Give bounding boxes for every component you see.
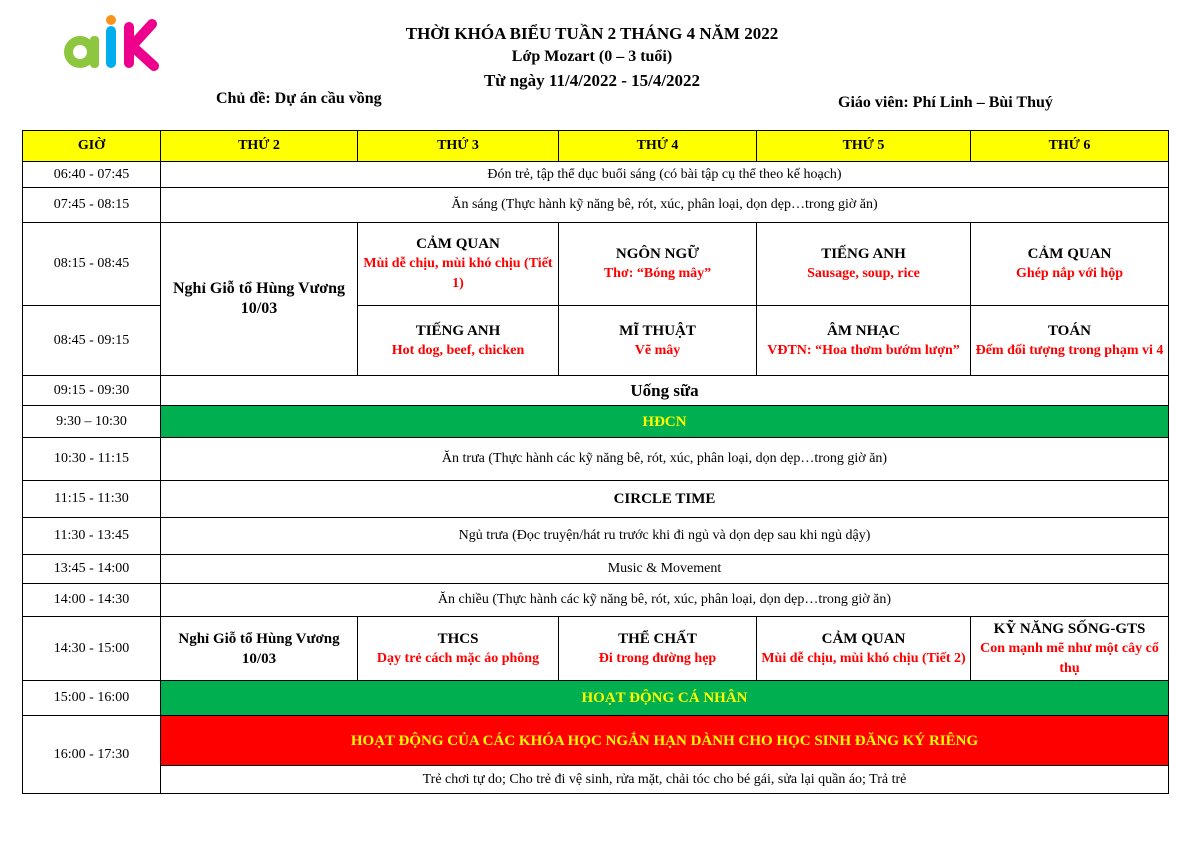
activity-cell: CIRCLE TIME <box>161 481 1169 518</box>
table-row <box>23 438 1169 481</box>
lesson-detail: Đếm đối tượng trong phạm vi 4 <box>975 342 1164 358</box>
page-title: THỜI KHÓA BIỂU TUẦN 2 THÁNG 4 NĂM 2022 <box>405 24 779 43</box>
lesson-detail: Vẽ mây <box>634 342 681 358</box>
table-row <box>23 223 1169 306</box>
lesson-subject: CẢM QUAN <box>821 630 906 647</box>
lesson-cell <box>971 223 1169 306</box>
table-row <box>23 162 1169 188</box>
lesson-subject: TOÁN <box>1047 322 1092 339</box>
time-cell: 06:40 - 07:45 <box>23 162 161 188</box>
col-header-wed: THỨ 4 <box>559 131 757 162</box>
lesson-detail: Mùi dễ chịu, mùi khó chịu (Tiết 2) <box>761 650 966 666</box>
activity-cell: Ăn sáng (Thực hành kỹ năng bê, rót, xúc, phân loại, dọn dẹp…trong giờ ăn) <box>161 188 1169 223</box>
table-row <box>23 584 1169 617</box>
lesson-cell <box>358 617 559 681</box>
time-cell: 14:00 - 14:30 <box>23 584 161 617</box>
time-cell: 09:15 - 09:30 <box>23 376 161 406</box>
date-range: Từ ngày 11/4/2022 - 15/4/2022 <box>483 71 701 90</box>
lesson-cell <box>757 306 971 376</box>
lesson-subject: CẢM QUAN <box>1027 246 1112 262</box>
activity-cell: Music & Movement <box>161 555 1169 584</box>
table-row <box>23 406 1169 438</box>
col-header-tue: THỨ 3 <box>358 131 559 162</box>
lesson-detail: Con mạnh mẽ như một cây cổ thụ <box>980 640 1159 676</box>
table-row <box>23 617 1169 681</box>
holiday-cell: Nghỉ Giỗ tổ Hùng Vương 10/03 <box>161 617 358 681</box>
lesson-subject: MĨ THUẬT <box>619 322 696 339</box>
lesson-cell <box>559 306 757 376</box>
lesson-cell <box>358 223 559 306</box>
activity-cell: Ăn trưa (Thực hành các kỹ năng bê, rót, xúc, phân loại, dọn dẹp…trong giờ ăn) <box>161 438 1169 481</box>
activity-cell: Uống sữa <box>161 376 1169 406</box>
lesson-subject: ÂM NHẠC <box>827 322 900 339</box>
activity-cell: Ngủ trưa (Đọc truyện/hát ru trước khi đi ngủ và dọn dẹp sau khi ngủ dậy) <box>161 518 1169 555</box>
lesson-cell <box>358 306 559 376</box>
topic-label: Chủ đề: Dự án cầu vồng <box>216 90 382 107</box>
table-row <box>23 188 1169 223</box>
table-row <box>23 376 1169 406</box>
time-cell: 13:45 - 14:00 <box>23 555 161 584</box>
table-header-row <box>23 131 1169 162</box>
lesson-subject: CẢM QUAN <box>416 236 500 252</box>
time-cell: 10:30 - 11:15 <box>23 438 161 481</box>
lesson-detail: Sausage, soup, rice <box>807 266 920 281</box>
time-cell: 11:15 - 11:30 <box>23 481 161 518</box>
lesson-subject: TIẾNG ANH <box>821 246 906 262</box>
lesson-subject: KỸ NĂNG SỐNG-GTS <box>993 620 1146 637</box>
activity-cell-highlight: HĐCN <box>161 406 1169 438</box>
lesson-subject: THCS <box>437 630 479 647</box>
table-row <box>23 555 1169 584</box>
lesson-detail: Dạy trẻ cách mặc áo phông <box>376 650 540 666</box>
lesson-cell <box>559 223 757 306</box>
time-cell: 16:00 - 17:30 <box>23 716 161 794</box>
lesson-detail: Đi trong đường hẹp <box>598 650 717 666</box>
activity-cell-highlight: HOẠT ĐỘNG CÁ NHÂN <box>161 681 1169 716</box>
class-name: Lớp Mozart (0 – 3 tuổi) <box>511 48 673 65</box>
activity-cell-highlight: HOẠT ĐỘNG CỦA CÁC KHÓA HỌC NGẮN HẠN DÀNH CHO HỌC SINH ĐĂNG KÝ RIÊNG <box>161 716 1169 766</box>
time-cell: 15:00 - 16:00 <box>23 681 161 716</box>
activity-cell: Ăn chiều (Thực hành các kỹ năng bê, rót, xúc, phân loại, dọn dẹp…trong giờ ăn) <box>161 584 1169 617</box>
holiday-cell: Nghỉ Giỗ tổ Hùng Vương 10/03 <box>161 223 358 376</box>
activity-cell: Đón trẻ, tập thể dục buổi sáng (có bài tập cụ thể theo kế hoạch) <box>161 162 1169 188</box>
table-row <box>23 716 1169 766</box>
lesson-detail: VĐTN: “Hoa thơm bướm lượn” <box>767 342 960 358</box>
lesson-subject: TIẾNG ANH <box>415 322 501 339</box>
timetable <box>22 130 1169 794</box>
lesson-cell <box>971 306 1169 376</box>
table-row <box>23 766 1169 794</box>
lesson-subject: NGÔN NGỮ <box>615 246 700 262</box>
lesson-cell <box>757 617 971 681</box>
table-row <box>23 518 1169 555</box>
table-row <box>23 481 1169 518</box>
time-cell: 11:30 - 13:45 <box>23 518 161 555</box>
lesson-detail: Hot dog, beef, chicken <box>391 342 525 358</box>
time-cell: 08:15 - 08:45 <box>23 223 161 306</box>
lesson-subject: THỂ CHẤT <box>618 630 697 647</box>
lesson-cell <box>559 617 757 681</box>
time-cell: 07:45 - 08:15 <box>23 188 161 223</box>
teachers-label: Giáo viên: Phí Linh – Bùi Thuý <box>838 94 1053 111</box>
col-header-fri: THỨ 6 <box>971 131 1169 162</box>
lesson-cell <box>971 617 1169 681</box>
col-header-thu: THỨ 5 <box>757 131 971 162</box>
lesson-detail: Mùi dễ chịu, mùi khó chịu (Tiết 1) <box>363 256 553 291</box>
time-cell: 14:30 - 15:00 <box>23 617 161 681</box>
time-cell: 08:45 - 09:15 <box>23 306 161 376</box>
col-header-time: GIỜ <box>23 131 161 162</box>
activity-cell: Trẻ chơi tự do; Cho trẻ đi vệ sinh, rửa mặt, chải tóc cho bé gái, sửa lại quần áo; Trả trẻ <box>161 766 1169 794</box>
time-cell: 9:30 – 10:30 <box>23 406 161 438</box>
lesson-detail: Thơ: “Bóng mây” <box>603 266 712 281</box>
lesson-detail: Ghép nắp với hộp <box>1016 266 1123 281</box>
col-header-mon: THỨ 2 <box>161 131 358 162</box>
table-row <box>23 681 1169 716</box>
lesson-cell <box>757 223 971 306</box>
